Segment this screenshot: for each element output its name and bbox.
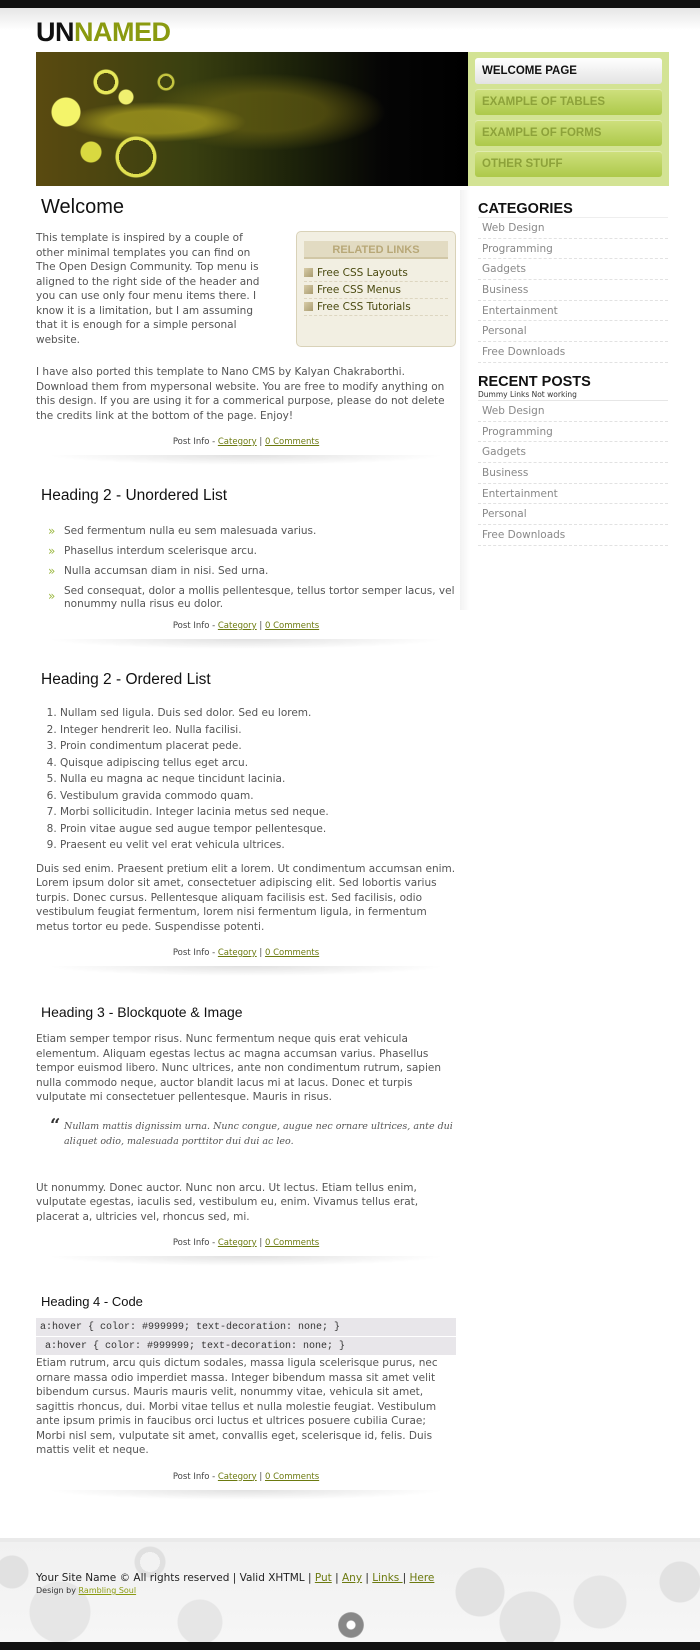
list-item bbox=[48, 545, 456, 558]
post-info-label: Post Info - bbox=[172, 1471, 218, 1482]
list-item: 3. Proin condimentum placerat pede. bbox=[60, 738, 456, 755]
separator: | bbox=[256, 437, 265, 447]
square-bullet-icon bbox=[304, 302, 313, 311]
list-item: 6. Vestibulum gravida commodo quam. bbox=[60, 788, 456, 805]
related-link[interactable] bbox=[304, 265, 448, 282]
double-chevron-icon: » bbox=[48, 524, 56, 538]
code-block: a:hover { color: #999999; text-decoration: none; } bbox=[36, 1337, 456, 1356]
main-nav bbox=[468, 52, 669, 186]
separator: | bbox=[256, 1238, 265, 1248]
recent-post-item[interactable]: Entertainment bbox=[478, 484, 668, 505]
post-blockquote bbox=[36, 1004, 456, 1288]
nav-welcome-page[interactable]: WELCOME PAGE bbox=[475, 58, 662, 84]
list-item: 2. Integer hendrerit leo. Nulla facilisi. bbox=[60, 722, 456, 739]
comments-link[interactable]: 0 Comments bbox=[264, 621, 320, 631]
list-item: 4. Quisque adipiscing tellus eget arcu. bbox=[60, 755, 456, 772]
header-banner-image bbox=[36, 52, 468, 186]
post-info-label: Post Info - bbox=[172, 437, 218, 447]
post-paragraph: Ut nonummy. Donec auctor. Nunc non arcu. Ut lectus. Etiam tellus enim, vulputate egestas, iaculis sed, vestibulum eu, enim. Vivamus tellus erat, placerat a, ultricies vel, rhoncus sed, mi. bbox=[36, 1181, 419, 1223]
post-title: Welcome bbox=[41, 196, 124, 218]
post-ordered-list bbox=[36, 671, 456, 998]
footer-credits bbox=[36, 1586, 136, 1595]
category-link[interactable]: Category bbox=[217, 621, 257, 631]
category-link[interactable]: Category bbox=[217, 948, 257, 958]
list-item bbox=[48, 565, 456, 578]
post-shadow bbox=[46, 639, 446, 649]
quote-text: Nullam mattis dignissim urna. Nunc congue, augue nec ornare ultrices, ante dui aliquet odio, malesuada porttitor dui dui ac leo. bbox=[64, 1120, 453, 1147]
post-info-label: Post Info - bbox=[172, 1238, 218, 1248]
comments-link[interactable]: 0 Comments bbox=[264, 948, 320, 958]
main-content bbox=[36, 190, 456, 1522]
footer-circles-emblem-icon bbox=[338, 1612, 364, 1638]
list-item-text: Sed consequat, dolor a mollis pellentesque, tellus tortor semper lacus, vel nonummy nulla risus eu dolor. bbox=[64, 585, 455, 610]
category-link[interactable]: Category bbox=[217, 437, 257, 447]
footer-link-here[interactable]: Here bbox=[409, 1572, 435, 1584]
category-item[interactable]: Programming bbox=[478, 239, 668, 260]
post-shadow bbox=[46, 966, 446, 976]
footer-copyright: Your Site Name © All rights reserved | Valid XHTML | Put | Any | Links | Here bbox=[36, 1572, 435, 1584]
nav-example-of-tables[interactable]: EXAMPLE OF TABLES bbox=[475, 89, 662, 115]
quote-mark-icon: “ bbox=[50, 1114, 61, 1136]
separator: | bbox=[256, 621, 265, 631]
categories-title: CATEGORIES bbox=[478, 201, 573, 217]
category-item[interactable]: Business bbox=[478, 280, 668, 301]
recent-posts-list bbox=[478, 401, 668, 546]
comments-link[interactable]: 0 Comments bbox=[264, 1238, 320, 1248]
list-item-text: Phasellus interdum scelerisque arcu. bbox=[64, 545, 258, 557]
double-chevron-icon: » bbox=[48, 589, 56, 603]
post-title: Heading 2 - Unordered List bbox=[41, 487, 228, 504]
post-shadow bbox=[46, 1256, 446, 1266]
categories-list bbox=[478, 217, 668, 363]
list-item-text: Sed fermentum nulla eu sem malesuada varius. bbox=[64, 525, 317, 537]
square-bullet-icon bbox=[304, 285, 313, 294]
post-info bbox=[36, 1472, 456, 1482]
post-paragraph: I have also ported this template to Nano CMS by Kalyan Chakraborthi. Download them from mypersonal website. You are free to modify anything on this design. If you are using it for a commerical purpose, please do not delete the credits link at the bottom of the page. Enjoy! bbox=[36, 366, 445, 422]
list-item: 8. Proin vitae augue sed augue tempor pellentesque. bbox=[60, 821, 456, 838]
category-link[interactable]: Category bbox=[217, 1238, 257, 1248]
footer bbox=[0, 1538, 700, 1642]
footer-link-links[interactable]: Links bbox=[372, 1572, 403, 1584]
footer-text: Your Site Name © All rights reserved | Valid XHTML | bbox=[36, 1572, 315, 1584]
category-item[interactable]: Entertainment bbox=[478, 301, 668, 322]
category-item[interactable]: Free Downloads bbox=[478, 342, 668, 363]
top-bar bbox=[0, 0, 700, 8]
list-item: 7. Morbi sollicitudin. Integer lacinia metus sed neque. bbox=[60, 804, 456, 821]
recent-posts-title: RECENT POSTS bbox=[478, 373, 591, 390]
post-info-label: Post Info - bbox=[172, 621, 218, 631]
post-welcome bbox=[36, 196, 456, 487]
square-bullet-icon bbox=[304, 268, 313, 277]
designer-link[interactable]: Rambling Soul bbox=[78, 1586, 137, 1595]
comments-link[interactable]: 0 Comments bbox=[264, 1471, 320, 1482]
post-title: Heading 3 - Blockquote & Image bbox=[41, 1004, 243, 1020]
site-logo[interactable] bbox=[36, 17, 171, 48]
comments-link[interactable]: 0 Comments bbox=[264, 437, 320, 447]
list-item: 1. Nullam sed ligula. Duis sed dolor. Sed eu lorem. bbox=[60, 705, 456, 722]
post-code bbox=[36, 1294, 456, 1522]
post-unordered-list bbox=[36, 487, 456, 671]
related-link[interactable] bbox=[304, 282, 448, 299]
post-paragraph: Etiam rutrum, arcu quis dictum sodales, massa ligula scelerisque purus, nec ornare massa odio imperdiet massa. Integer bibendum massa sit amet velit bibendum cursus. Mauris mauris velit, nonummy vitae, vehicula sit amet, sagittis rhoncus, dui. Morbi vitae tellus et nulla molestie feugiat. Vestibulum ante ipsum primis in faucibus orci luctus et ultrices posuere cubilia Curae; Morbi nisl sem, vulputate sit amet, convallis eget, scelerisque id, felis. Duis mattis velit et neque. bbox=[36, 1357, 438, 1456]
list-item-text: Nulla accumsan diam in nisi. Sed urna. bbox=[64, 565, 269, 577]
logo-part-1: UN bbox=[36, 17, 74, 47]
code-block: a:hover { color: #999999; text-decoration: none; } bbox=[36, 1318, 456, 1337]
footer-link-any[interactable]: Any bbox=[342, 1572, 363, 1584]
sidebar bbox=[468, 190, 678, 546]
recent-post-item[interactable]: Personal bbox=[478, 504, 668, 525]
category-link[interactable]: Category bbox=[217, 1471, 257, 1482]
related-link[interactable] bbox=[304, 299, 448, 316]
recent-post-item[interactable]: Gadgets bbox=[478, 442, 668, 463]
related-links-title: RELATED LINKS bbox=[304, 241, 448, 259]
post-info bbox=[36, 948, 456, 958]
unordered-list bbox=[48, 525, 456, 611]
recent-post-item[interactable]: Programming bbox=[478, 422, 668, 443]
recent-post-item[interactable]: Free Downloads bbox=[478, 525, 668, 546]
post-info bbox=[36, 1238, 456, 1248]
logo-part-2: NAMED bbox=[74, 17, 171, 47]
post-paragraph: This template is inspired by a couple of other minimal templates you can find on The Open Design Community. Top menu is aligned to the right side of the header and you can use only four menu items there. I know it is a limitation, but I am assuming that it is enough for a simple personal website. bbox=[36, 232, 260, 346]
post-shadow bbox=[46, 1490, 446, 1500]
recent-post-item[interactable]: Web Design bbox=[478, 401, 668, 422]
double-chevron-icon: » bbox=[48, 564, 56, 578]
nav-example-of-forms[interactable]: EXAMPLE OF FORMS bbox=[475, 120, 662, 146]
double-chevron-icon: » bbox=[48, 544, 56, 558]
post-info-label: Post Info - bbox=[172, 948, 218, 958]
post-title: Heading 4 - Code bbox=[41, 1294, 143, 1309]
recent-post-item[interactable]: Business bbox=[478, 463, 668, 484]
list-item: 9. Praesent eu velit vel erat vehicula ultrices. bbox=[60, 837, 456, 854]
related-link-label: Free CSS Tutorials bbox=[317, 301, 411, 313]
category-item[interactable]: Gadgets bbox=[478, 259, 668, 280]
nav-other-stuff[interactable]: OTHER STUFF bbox=[475, 151, 662, 177]
post-title: Heading 2 - Ordered List bbox=[41, 671, 211, 688]
post-paragraph: Duis sed enim. Praesent pretium elit a lorem. Ut condimentum accumsan enim. Lorem ipsum dolor sit amet, consectetuer adipiscing elit. Sed lobortis varius turpis. Donec cursus. Pellentesque aliquam facilisis est. Sed facilisis, odio vestibulum feugiat fermentum, lorem nisi fermentum ligula, in fermentum metus tortor eu pede. Suspendisse potenti. bbox=[36, 862, 456, 933]
post-info bbox=[36, 437, 456, 447]
related-link-label: Free CSS Menus bbox=[317, 284, 401, 296]
list-item bbox=[48, 525, 456, 538]
separator: | bbox=[256, 1471, 265, 1482]
ordered-list bbox=[60, 705, 456, 854]
related-link-label: Free CSS Layouts bbox=[317, 267, 408, 279]
category-item[interactable]: Personal bbox=[478, 321, 668, 342]
related-links-box bbox=[296, 231, 456, 347]
footer-link-put[interactable]: Put bbox=[314, 1572, 332, 1584]
post-paragraph: Etiam semper tempor risus. Nunc fermentum neque quis erat vehicula elementum. Aliquam egestas lectus ac magna accumsan varius. Phasellus tempor euismod libero. Nunc ultrices, ante non condimentum rutrum, sapien nulla commodo neque, auctor blandit lacus mi at lacus. Donec et turpis vulputate mi consectetuer pellentesque. Mauris in risus. bbox=[36, 1033, 441, 1103]
recent-posts-subtitle: Dummy Links Not working bbox=[478, 390, 668, 401]
post-shadow bbox=[46, 455, 446, 465]
design-by-label: Design by bbox=[36, 1586, 79, 1595]
list-item: 5. Nulla eu magna ac neque tincidunt lacinia. bbox=[60, 771, 456, 788]
category-item[interactable]: Web Design bbox=[478, 218, 668, 239]
blockquote bbox=[50, 1114, 456, 1149]
list-item bbox=[48, 585, 456, 611]
post-info bbox=[36, 621, 456, 631]
separator: | bbox=[256, 948, 265, 958]
bottom-bar bbox=[0, 1642, 700, 1650]
